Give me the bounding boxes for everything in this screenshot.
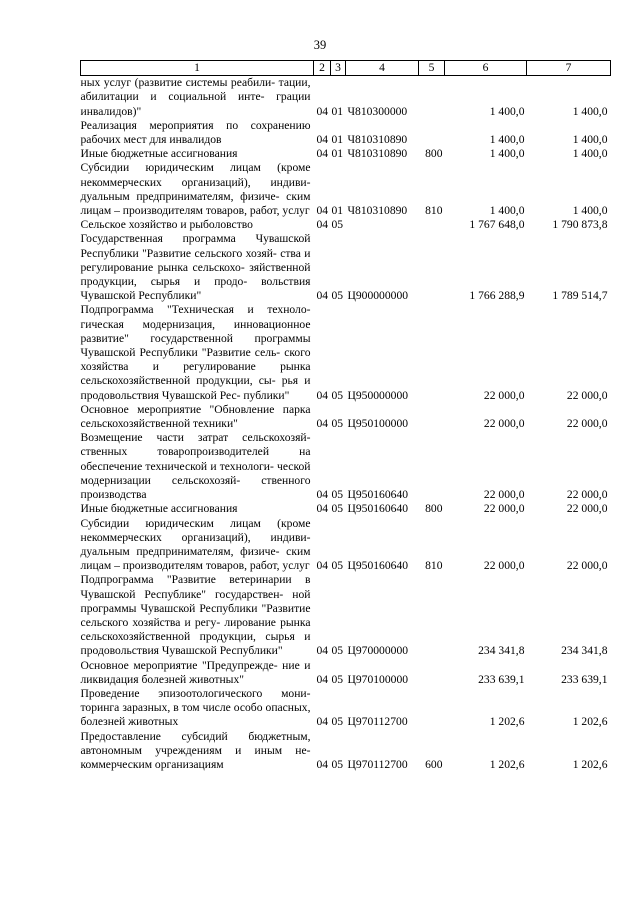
budget-table — [80, 60, 611, 772]
row-amount-year-1: 1 202,6 — [489, 715, 525, 729]
row-amount-year-1: 22 000,0 — [483, 417, 525, 431]
row-target-code: Ц970100000 — [347, 672, 409, 686]
row-name: Иные бюджетные ассигнования — [80, 502, 238, 516]
row-amount-year-2: 22 000,0 — [566, 502, 608, 516]
row-amount-year-2: 1 202,6 — [572, 715, 608, 729]
table-row — [81, 147, 611, 161]
row-name: Реализация мероприятия по сохранению рабочих мест для инвалидов — [80, 118, 311, 147]
table-row — [81, 303, 611, 402]
header-col-3: 3 — [331, 61, 346, 76]
row-target-code: Ч810310890 — [347, 133, 408, 147]
row-amount-year-2: 1 400,0 — [572, 104, 608, 118]
row-target-code: Ц970112700 — [347, 715, 408, 729]
row-amount-year-2: 1 789 514,7 — [552, 289, 608, 303]
row-target-code: Ч810310890 — [347, 147, 408, 161]
row-name: Иные бюджетные ассигнования — [80, 147, 238, 161]
row-target-code: Ч810310890 — [347, 204, 408, 218]
row-section: 04 — [316, 502, 329, 516]
row-subsection: 05 — [331, 715, 344, 729]
table-row — [81, 687, 611, 730]
row-section: 04 — [316, 388, 329, 402]
row-expense-type — [419, 303, 445, 402]
row-expense-type — [419, 76, 445, 119]
row-target-code: Ц950100000 — [347, 417, 409, 431]
row-amount-year-2: 1 400,0 — [572, 204, 608, 218]
header-col-6: 6 — [445, 61, 527, 76]
row-subsection: 01 — [331, 133, 344, 147]
row-amount-year-1: 1 766 288,9 — [469, 289, 525, 303]
row-expense-type: 800 — [425, 147, 443, 161]
header-col-2: 2 — [314, 61, 331, 76]
row-amount-year-1: 233 639,1 — [478, 672, 525, 686]
row-section: 04 — [316, 559, 329, 573]
row-section: 04 — [316, 147, 329, 161]
row-amount-year-2: 1 400,0 — [572, 133, 608, 147]
row-target-code: Ц950160640 — [347, 502, 409, 516]
row-target-code: Ц970112700 — [347, 757, 408, 771]
table-row — [81, 659, 611, 687]
header-col-7: 7 — [527, 61, 611, 76]
table-row — [81, 431, 611, 502]
row-target-code: Ц950160640 — [347, 488, 409, 502]
row-name: Предоставление субсидий бюджетным, автономным учреждениям и иным не- коммерческим организациям — [80, 729, 311, 771]
page-number: 39 — [313, 38, 327, 52]
row-name: Государственная программа Чувашской Республики "Развитие сельского хозяй- ства и регулирование рынка сельскохо- зяйственной продукции, сырья и продо- вольствия Чувашской Республики" — [80, 232, 311, 303]
row-expense-type — [419, 431, 445, 502]
row-amount-year-2: 22 000,0 — [566, 488, 608, 502]
row-amount-year-2: 233 639,1 — [561, 672, 608, 686]
row-section: 04 — [316, 488, 329, 502]
row-target-code: Ц900000000 — [347, 289, 409, 303]
row-subsection: 01 — [331, 147, 344, 161]
row-expense-type — [419, 232, 445, 303]
row-target-code: Ц950000000 — [347, 388, 409, 402]
table-row — [81, 218, 611, 232]
row-section: 04 — [316, 104, 329, 118]
table-row — [81, 232, 611, 303]
header-col-5: 5 — [419, 61, 445, 76]
header-col-1: 1 — [81, 61, 314, 76]
row-section: 04 — [316, 417, 329, 431]
row-expense-type — [419, 403, 445, 431]
table-row — [81, 573, 611, 658]
row-target-code: Ц970000000 — [347, 644, 409, 658]
table-header — [81, 61, 611, 76]
row-section: 04 — [316, 204, 329, 218]
row-subsection: 05 — [331, 644, 344, 658]
table-row — [81, 403, 611, 431]
table-row — [81, 730, 611, 773]
row-name: ных услуг (развитие системы реабили- тации, абилитации и социальной инте- грации инвалидов)" — [80, 76, 311, 118]
row-subsection: 05 — [331, 502, 344, 516]
row-section: 04 — [316, 289, 329, 303]
row-amount-year-2: 234 341,8 — [561, 644, 608, 658]
row-amount-year-1: 22 000,0 — [483, 559, 525, 573]
row-amount-year-1: 1 400,0 — [489, 104, 525, 118]
table-row — [81, 119, 611, 147]
row-amount-year-2: 22 000,0 — [566, 417, 608, 431]
row-amount-year-1: 234 341,8 — [478, 644, 525, 658]
row-name: Сельское хозяйство и рыболовство — [80, 218, 253, 232]
row-subsection: 05 — [331, 757, 344, 771]
row-expense-type: 810 — [425, 204, 443, 218]
row-amount-year-1: 22 000,0 — [483, 488, 525, 502]
row-amount-year-1: 22 000,0 — [483, 502, 525, 516]
row-section: 04 — [316, 133, 329, 147]
row-expense-type: 800 — [425, 502, 443, 516]
row-target-code: Ч810300000 — [347, 104, 408, 118]
row-target-code: Ц950160640 — [347, 559, 409, 573]
row-section: 04 — [316, 672, 329, 686]
row-subsection: 05 — [331, 559, 344, 573]
row-section: 04 — [316, 757, 329, 771]
row-name: Субсидии юридическим лицам (кроме некоммерческих организаций), индиви- дуальным предпринимателям, физиче- ским лицам – производителям товаров, работ, услуг — [80, 516, 311, 573]
row-expense-type — [419, 218, 445, 232]
row-section: 04 — [316, 218, 329, 232]
row-section: 04 — [316, 644, 329, 658]
row-amount-year-1: 1 400,0 — [489, 204, 525, 218]
row-amount-year-1: 1 400,0 — [489, 147, 525, 161]
row-amount-year-1: 1 202,6 — [489, 757, 525, 771]
row-subsection: 05 — [331, 388, 344, 402]
row-amount-year-2: 1 790 873,8 — [552, 218, 608, 232]
table-row — [81, 161, 611, 218]
table-row — [81, 76, 611, 119]
row-expense-type: 810 — [425, 559, 443, 573]
row-amount-year-2: 1 400,0 — [572, 147, 608, 161]
table-row — [81, 517, 611, 574]
row-amount-year-1: 1 400,0 — [489, 133, 525, 147]
row-amount-year-1: 22 000,0 — [483, 388, 525, 402]
header-col-4: 4 — [346, 61, 419, 76]
row-expense-type — [419, 659, 445, 687]
row-name: Проведение эпизоотологического мони- торинга заразных, в том числе особо опасных, болезней животных — [80, 686, 311, 729]
table-body — [81, 76, 611, 772]
row-subsection: 05 — [331, 417, 344, 431]
row-amount-year-2: 1 202,6 — [572, 757, 608, 771]
row-amount-year-1: 1 767 648,0 — [469, 218, 525, 232]
row-subsection: 05 — [331, 488, 344, 502]
row-name: Основное мероприятие "Предупрежде- ние и ликвидация болезней животных" — [80, 658, 311, 686]
row-expense-type — [419, 687, 445, 730]
row-subsection: 01 — [331, 104, 344, 118]
row-subsection: 05 — [331, 218, 344, 232]
row-target-code — [346, 218, 419, 232]
row-subsection: 05 — [331, 672, 344, 686]
row-amount-year-2: 22 000,0 — [566, 388, 608, 402]
table-row — [81, 502, 611, 516]
row-subsection: 01 — [331, 204, 344, 218]
row-expense-type — [419, 119, 445, 147]
row-expense-type: 600 — [425, 757, 443, 771]
row-name: Возмещение части затрат сельскохозяй- ственных товаропроизводителей на обеспечение технической и технологи- ческой модернизации сельскохозяй- ственного производства — [80, 431, 311, 502]
row-name: Субсидии юридическим лицам (кроме некоммерческих организаций), индиви- дуальным предпринимателям, физиче- ским лицам – производителям товаров, работ, услуг — [80, 161, 311, 218]
row-section: 04 — [316, 715, 329, 729]
row-amount-year-2: 22 000,0 — [566, 559, 608, 573]
row-name: Подпрограмма "Развитие ветеринарии в Чувашской Республике" государствен- ной программы Чувашской Республики "Развитие сельского хозяйства и регу- лирование рынка сельскохозяйственной продукции, сырья и продовольствия Чувашской Республики" — [80, 573, 311, 658]
row-expense-type — [419, 573, 445, 658]
row-subsection: 05 — [331, 289, 344, 303]
row-name: Основное мероприятие "Обновление парка сельскохозяйственной техники" — [80, 402, 311, 431]
row-name: Подпрограмма "Техническая и техноло- гическая модернизация, инновационное развитие" государственной программы Чувашской Республики "Развитие сель- ского хозяйства и регулирование рынка сельскохозяйственной продукции, сы- рья и продовольствия Чувашской Рес- публики" — [80, 303, 311, 402]
